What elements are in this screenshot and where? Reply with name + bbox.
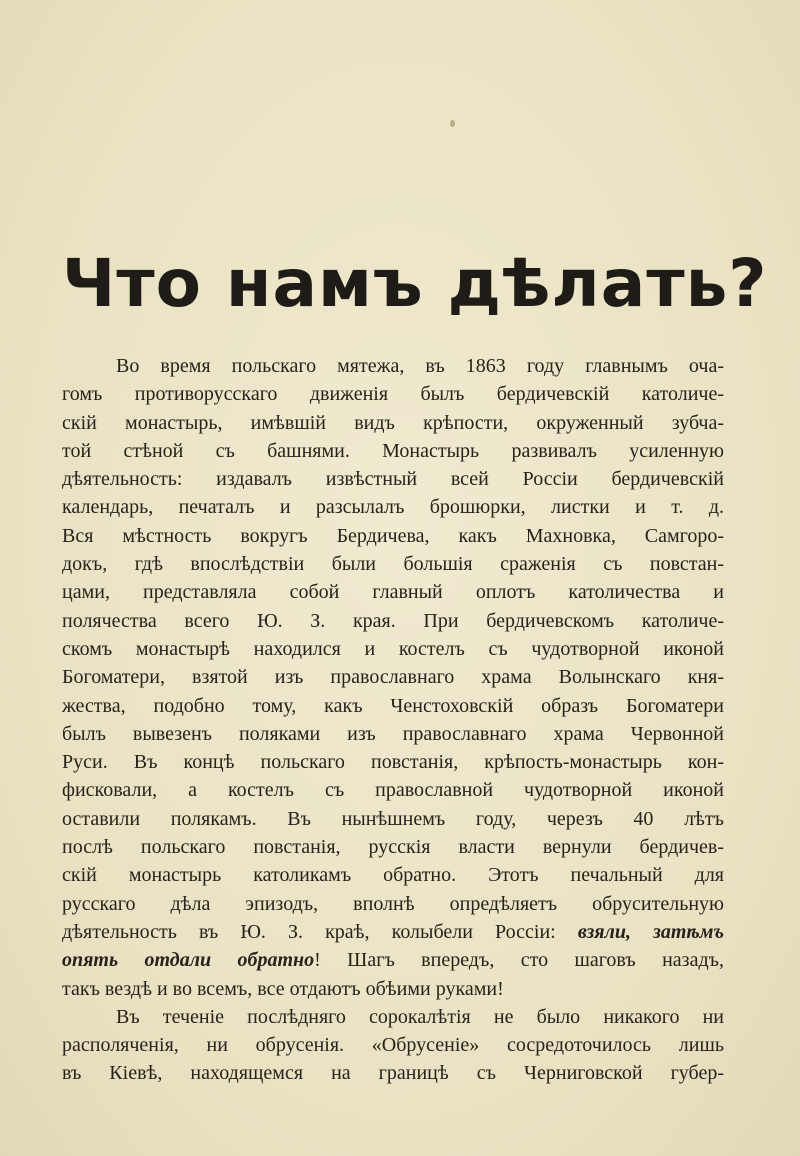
text-line: скій монастырь католикамъ обратно. Этотъ печальный для	[62, 864, 724, 887]
text-line: дѣятельность: издавалъ извѣстный всей Россіи бердичевскій	[62, 468, 724, 491]
text-line: располяченія, ни обрусенія. «Обрусеніе» сосредоточилось лишь	[62, 1034, 724, 1057]
text-line: такъ вездѣ и во всемъ, все отдаютъ обѣими руками!	[62, 977, 504, 1000]
text-line: докъ, гдѣ впослѣдствіи были большія сраженія съ повстан-	[62, 553, 724, 576]
text-line: былъ вывезенъ поляками изъ православнаго храма Червонной	[62, 722, 724, 745]
text-segment: дѣятельность въ Ю. З. краѣ, колыбели Россіи:	[62, 920, 556, 943]
text-line: гомъ противорусскаго движенія былъ бердичевскій католиче-	[62, 383, 724, 406]
italic-emphasis: взяли, затѣмъ	[577, 920, 725, 943]
chapter-title: Что намъ дѣлать?	[62, 245, 768, 322]
text-line: Во время польскаго мятежа, въ 1863 году главнымъ оча-	[116, 355, 724, 377]
text-line: календарь, печаталъ и разсылалъ брошюрки, листки и т. д.	[62, 496, 724, 519]
text-line: скомъ монастырѣ находился и костелъ съ чудотворной иконой	[62, 637, 724, 660]
text-line: фисковали, а костелъ съ православной чудотворной иконой	[62, 779, 724, 802]
text-line: той стѣной съ башнями. Монастырь развивалъ усиленную	[62, 439, 724, 462]
text-line: Въ теченіе послѣдняго сорокалѣтія не было никакого ни	[116, 1005, 724, 1028]
text-line: послѣ польскаго повстанія, русскія власти вернули бердичев-	[62, 836, 724, 859]
text-line: оставили полякамъ. Въ нынѣшнемъ году, черезъ 40 лѣтъ	[62, 807, 724, 830]
text-line: Вся мѣстность вокругъ Бердичева, какъ Махновка, Самгоро-	[62, 524, 724, 547]
italic-emphasis: опять отдали обратно	[62, 949, 315, 972]
text-line: цами, представляла собой главный оплотъ католичества и	[62, 581, 724, 604]
body-text	[62, 352, 724, 1088]
paper-speck	[450, 120, 455, 127]
text-line: Руси. Въ концѣ польскаго повстанія, крѣпость-монастырь кон-	[62, 751, 724, 774]
text-line-mixed	[62, 946, 724, 974]
text-line: жества, подобно тому, какъ Ченстоховскій образъ Богоматери	[62, 694, 724, 717]
text-segment: ! Шагъ впередъ, сто шаговъ назадъ,	[314, 949, 724, 972]
text-line: скій монастырь, имѣвшій видъ крѣпости, окруженный зубча-	[62, 411, 724, 434]
text-line: въ Кіевѣ, находящемся на границѣ съ Черниговской губер-	[62, 1062, 724, 1085]
text-line: русскаго дѣла эпизодъ, вполнѣ опредѣляетъ обрусительную	[62, 892, 724, 915]
text-line: полячества всего Ю. З. края. При бердичевскомъ католиче-	[62, 609, 724, 632]
text-line-mixed	[62, 918, 724, 946]
text-line: Богоматери, взятой изъ православнаго храма Волынскаго кня-	[62, 666, 724, 689]
